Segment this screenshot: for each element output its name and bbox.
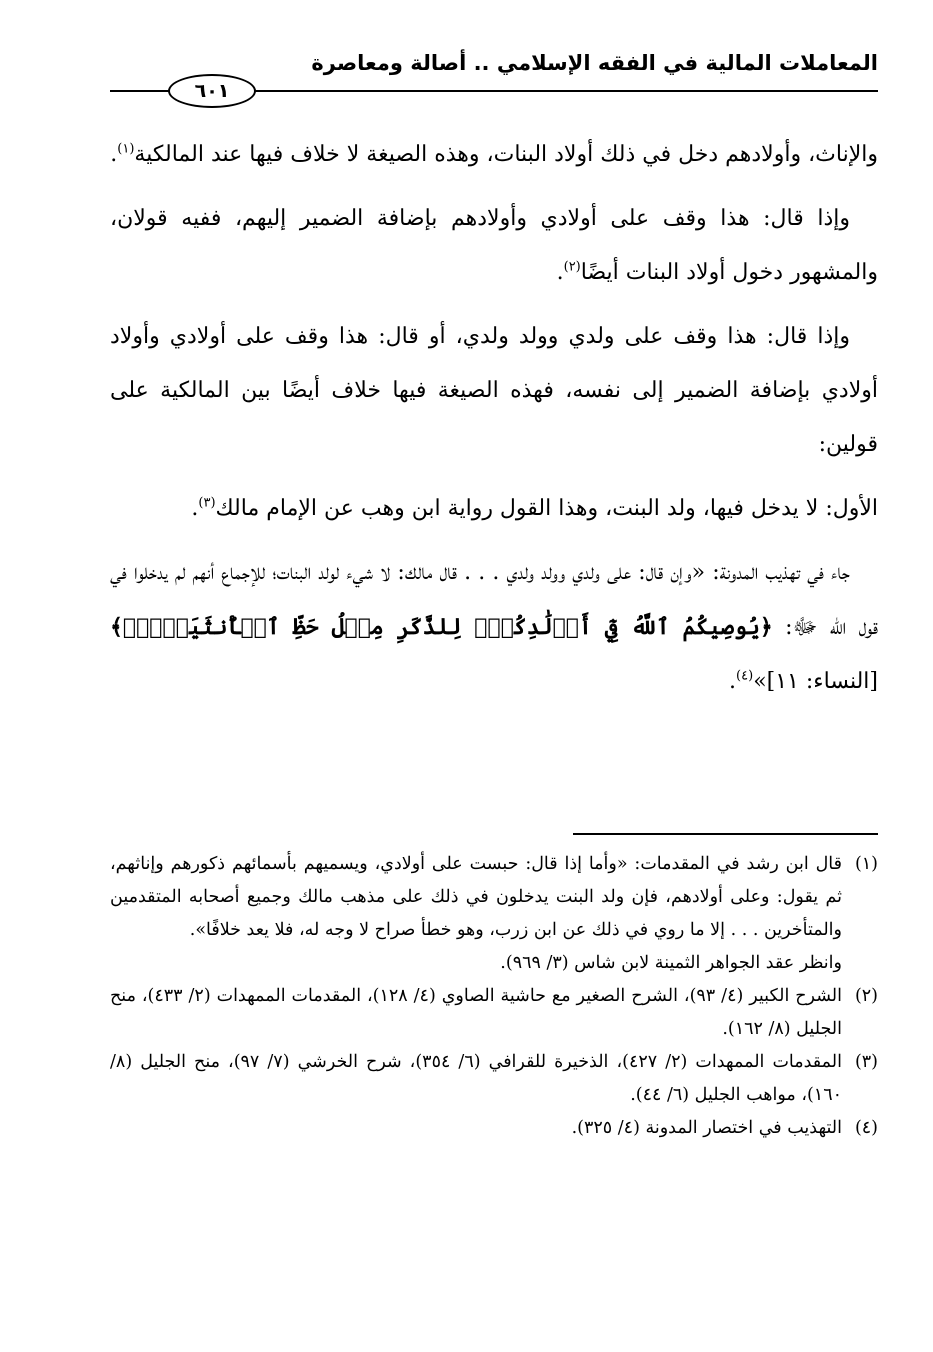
paragraph-1	[110, 128, 878, 182]
footnote-rule	[573, 833, 878, 835]
paragraph-5-text: جاء في تهذيب المدونة: «وإن قال: على ولدي وولد ولدي . . . قال مالك: لا شيء لولد البنات؛ للإجماع أنهم لم يدخلوا في قول الله ﷻ:	[110, 560, 878, 640]
paragraph-4-end: .	[191, 496, 199, 521]
quran-verse: ﴿يُوصِيكُمُ ٱللَّهُ فِيٓ أَوۡلَٰدِكُمۡۖ لِلذَّكَرِ مِثۡلُ حَظِّ ٱلۡأُنثَيَيۡنِۚ﴾	[110, 614, 773, 640]
footnote-line: المقدمات الممهدات (٢/ ٤٢٧)، الذخيرة للقرافي (٦/ ٣٥٤)، شرح الخرشي (٧/ ٩٧)، منح الجليل (٨/ ١٦٠)، مواهب الجليل (٦/ ٤٤).	[110, 1052, 842, 1105]
footnote-2	[110, 980, 878, 1046]
paragraph-3-text: وإذا قال: هذا وقف على ولدي وولد ولدي، أو قال: هذا وقف على أولادي وأولاد أولادي بإضافة الضمير إلى نفسه، فهذه الصيغة فيها خلاف أيضًا بين المالكية على قولين:	[110, 324, 878, 457]
paragraph-5	[110, 546, 878, 709]
running-header: المعاملات المالية في الفقه الإسلامي .. أصالة ومعاصرة	[311, 51, 878, 75]
footnote-ref-2: (٢)	[563, 259, 581, 275]
footnote-text	[110, 1112, 842, 1145]
footnote-number: (٤)	[854, 1118, 878, 1138]
footnote-number: (٣)	[854, 1052, 878, 1072]
paragraph-2-text: وإذا قال: هذا وقف على أولادي وأولادهم بإضافة الضمير إليهم، ففيه قولان، والمشهور دخول أولاد البنات أيضًا	[110, 206, 878, 285]
paragraph-3	[110, 310, 878, 472]
page-number: ٦٠١	[168, 74, 256, 108]
footnote-line: الشرح الكبير (٤/ ٩٣)، الشرح الصغير مع حاشية الصاوي (٤/ ١٢٨)، المقدمات الممهدات (٢/ ٤٣٣)، منح الجليل (٨/ ١٦٢).	[110, 986, 843, 1039]
footnote-number: (١)	[854, 854, 878, 874]
footnotes	[110, 848, 878, 1145]
paragraph-1-end: .	[110, 142, 118, 167]
paragraph-1-text: والإناث، وأولادهم دخل في ذلك أولاد البنات، وهذه الصيغة لا خلاف فيها عند المالكية	[134, 142, 878, 167]
footnote-ref-4: (٤)	[736, 668, 754, 684]
footnote-text	[110, 1046, 842, 1112]
footnote-text	[110, 980, 842, 1046]
paragraph-4	[110, 482, 878, 536]
paragraph-2-end: .	[556, 260, 564, 285]
footnote-number: (٢)	[854, 986, 878, 1006]
verse-citation: [النساء: ١١]»	[753, 669, 878, 694]
footnote-text	[110, 848, 842, 980]
footnote-1	[110, 848, 878, 980]
footnote-4	[110, 1112, 878, 1145]
paragraph-5-end: .	[729, 669, 737, 694]
paragraph-4-text: الأول: لا يدخل فيها، ولد البنت، وهذا القول رواية ابن وهب عن الإمام مالك	[215, 496, 878, 521]
footnote-ref-1: (١)	[117, 141, 135, 157]
footnote-3	[110, 1046, 878, 1112]
footnote-ref-3: (٣)	[198, 495, 216, 511]
footnote-line: التهذيب في اختصار المدونة (٤/ ٣٢٥).	[571, 1118, 842, 1138]
footnote-line: قال ابن رشد في المقدمات: «وأما إذا قال: حبست على أولادي، ويسميهم بأسمائهم ذكورهم وإناثهم، ثم يقول: وعلى أولادهم، فإن ولد البنت يدخلون في ذلك على مذهب مالك وجميع أصحابه المتقدمين والمتأخرين . . . إلا ما روي في ذلك عن ابن زرب، وهو خطأ صراح لا وجه له، فلا يعد خلافًا».	[110, 854, 842, 940]
main-text	[110, 128, 878, 719]
footnote-line: وانظر عقد الجواهر الثمينة لابن شاس (٣/ ٩٦٩).	[500, 953, 842, 973]
paragraph-2	[110, 192, 878, 300]
